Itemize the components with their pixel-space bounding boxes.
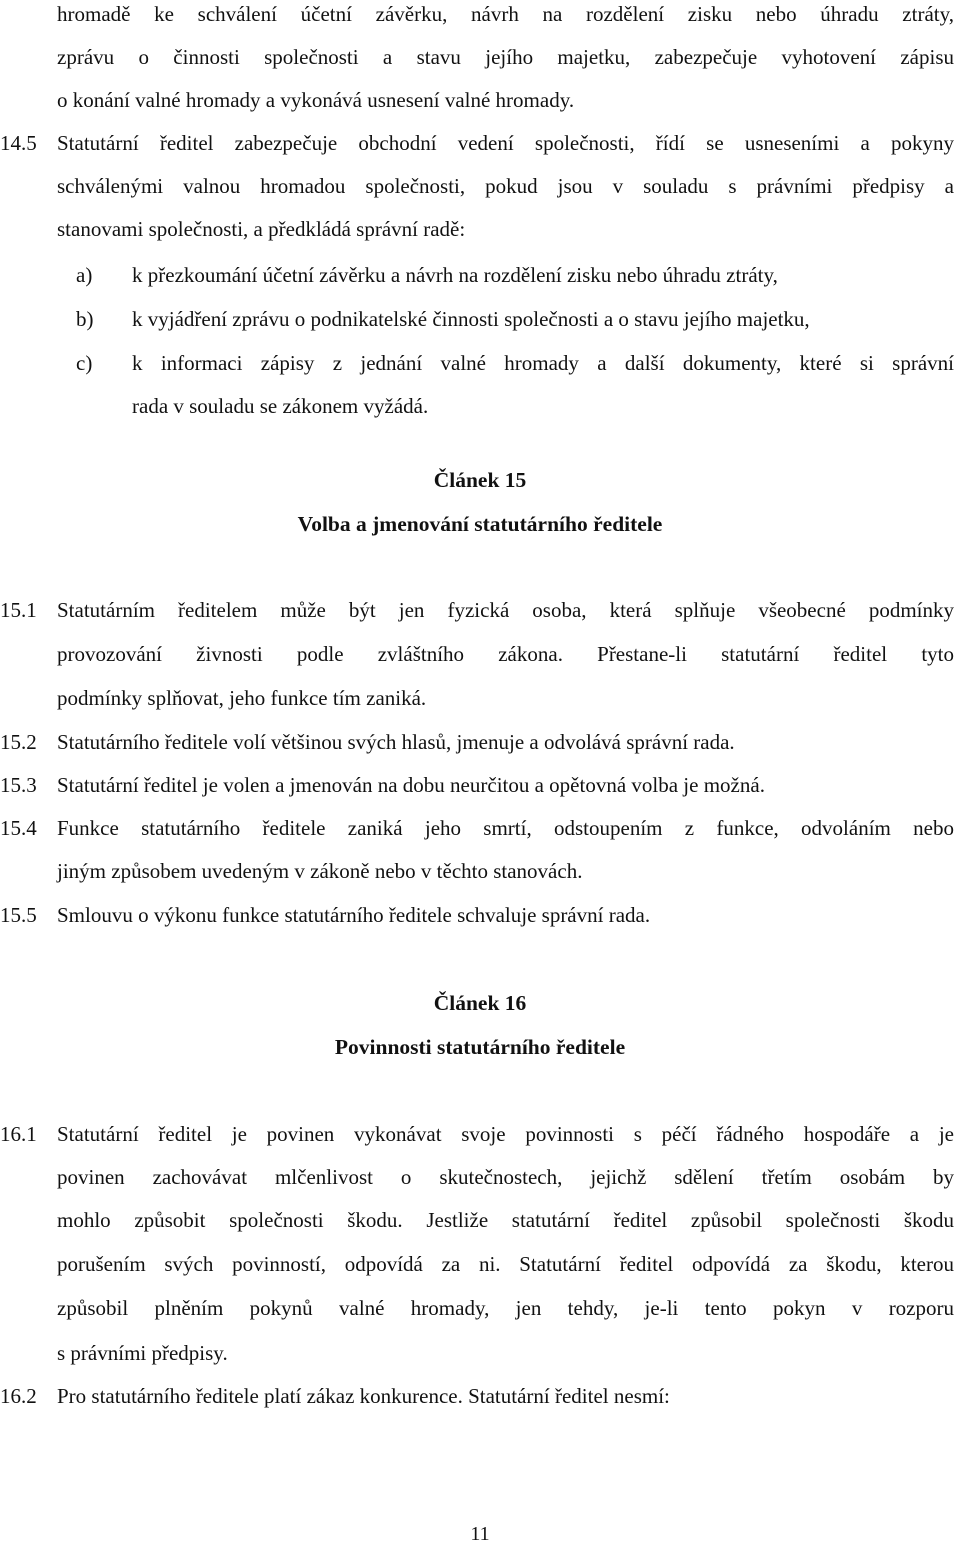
list-item-c-line-2: rada v souladu se zákonem vyžádá.: [132, 394, 429, 418]
section-number-15-3: 15.3: [0, 773, 37, 797]
intro-line-3: o konání valné hromady a vykonává usnesení valné hromady.: [57, 88, 575, 112]
section-number-15-5: 15.5: [0, 903, 37, 927]
section-number-14-5: 14.5: [0, 131, 37, 155]
article-15-title: Volba a jmenování statutárního ředitele: [297, 512, 663, 536]
list-item-b-line-1: k vyjádření zprávu o podnikatelské činnosti společnosti a o stavu jejího majetku,: [132, 307, 810, 331]
section-number-15-2: 15.2: [0, 730, 37, 754]
s15-2-line-1: Statutárního ředitele volí většinou svých hlasů, jmenuje a odvolává správní rada.: [57, 730, 735, 754]
s15-1-line-3: podmínky splňovat, jeho funkce tím zaniká.: [57, 686, 427, 710]
s15-1-line-1: Statutárním ředitelem může být jen fyzická osoba, která splňuje všeobecné podmínky: [57, 598, 954, 622]
s15-1-line-2: provozování živnosti podle zvláštního zákona. Přestane-li statutární ředitel tyto: [57, 642, 954, 666]
list-label-b: b): [76, 307, 94, 331]
section-number-15-1: 15.1: [0, 598, 37, 622]
s16-1-line-4: porušením svých povinností, odpovídá za ni. Statutární ředitel odpovídá za škodu, kterou: [57, 1252, 954, 1276]
s14-5-line-1: Statutární ředitel zabezpečuje obchodní vedení společnosti, řídí se usneseními a pokyny: [57, 131, 954, 155]
s16-1-line-6: s právními předpisy.: [57, 1341, 228, 1365]
s16-1-line-2: povinen zachovávat mlčenlivost o skutečnostech, jejichž sdělení třetím osobám by: [57, 1165, 954, 1189]
s14-5-line-2: schválenými valnou hromadou společnosti, pokud jsou v souladu s právními předpisy a: [57, 174, 954, 198]
intro-line-2: zprávu o činnosti společnosti a stavu jejího majetku, zabezpečuje vyhotovení zápisu: [57, 45, 954, 69]
s15-5-line-1: Smlouvu o výkonu funkce statutárního ředitele schvaluje správní rada.: [57, 903, 651, 927]
article-16-heading: Článek 16: [433, 991, 527, 1015]
section-number-15-4: 15.4: [0, 816, 37, 840]
s16-1-line-1: Statutární ředitel je povinen vykonávat svoje povinnosti s péčí řádného hospodáře a je: [57, 1122, 954, 1146]
article-15-heading: Článek 15: [433, 468, 527, 492]
list-label-c: c): [76, 351, 93, 375]
article-16-title: Povinnosti statutárního ředitele: [334, 1035, 626, 1059]
list-item-a-line-1: k přezkoumání účetní závěrku a návrh na rozdělení zisku nebo úhradu ztráty,: [132, 263, 778, 287]
s15-4-line-1: Funkce statutárního ředitele zaniká jeho smrtí, odstoupením z funkce, odvoláním nebo: [57, 816, 954, 840]
page-number: 11: [470, 1523, 490, 1545]
list-label-a: a): [76, 263, 93, 287]
s16-2-line-1: Pro statutárního ředitele platí zákaz konkurence. Statutární ředitel nesmí:: [57, 1384, 670, 1408]
list-item-c-line-1: k informaci zápisy z jednání valné hromady a další dokumenty, které si správní: [132, 351, 954, 375]
s16-1-line-5: způsobil plněním pokynů valné hromady, jen tehdy, je-li tento pokyn v rozporu: [57, 1296, 954, 1320]
s15-3-line-1: Statutární ředitel je volen a jmenován na dobu neurčitou a opětovná volba je možná.: [57, 773, 765, 797]
section-number-16-2: 16.2: [0, 1384, 37, 1408]
s16-1-line-3: mohlo způsobit společnosti škodu. Jestliže statutární ředitel způsobil společnosti škodu: [57, 1208, 954, 1232]
intro-line-1: hromadě ke schválení účetní závěrku, návrh na rozdělení zisku nebo úhradu ztráty,: [57, 2, 954, 26]
s15-4-line-2: jiným způsobem uvedeným v zákoně nebo v těchto stanovách.: [57, 859, 583, 883]
section-number-16-1: 16.1: [0, 1122, 37, 1146]
s14-5-line-3: stanovami společnosti, a předkládá správní radě:: [57, 217, 466, 241]
